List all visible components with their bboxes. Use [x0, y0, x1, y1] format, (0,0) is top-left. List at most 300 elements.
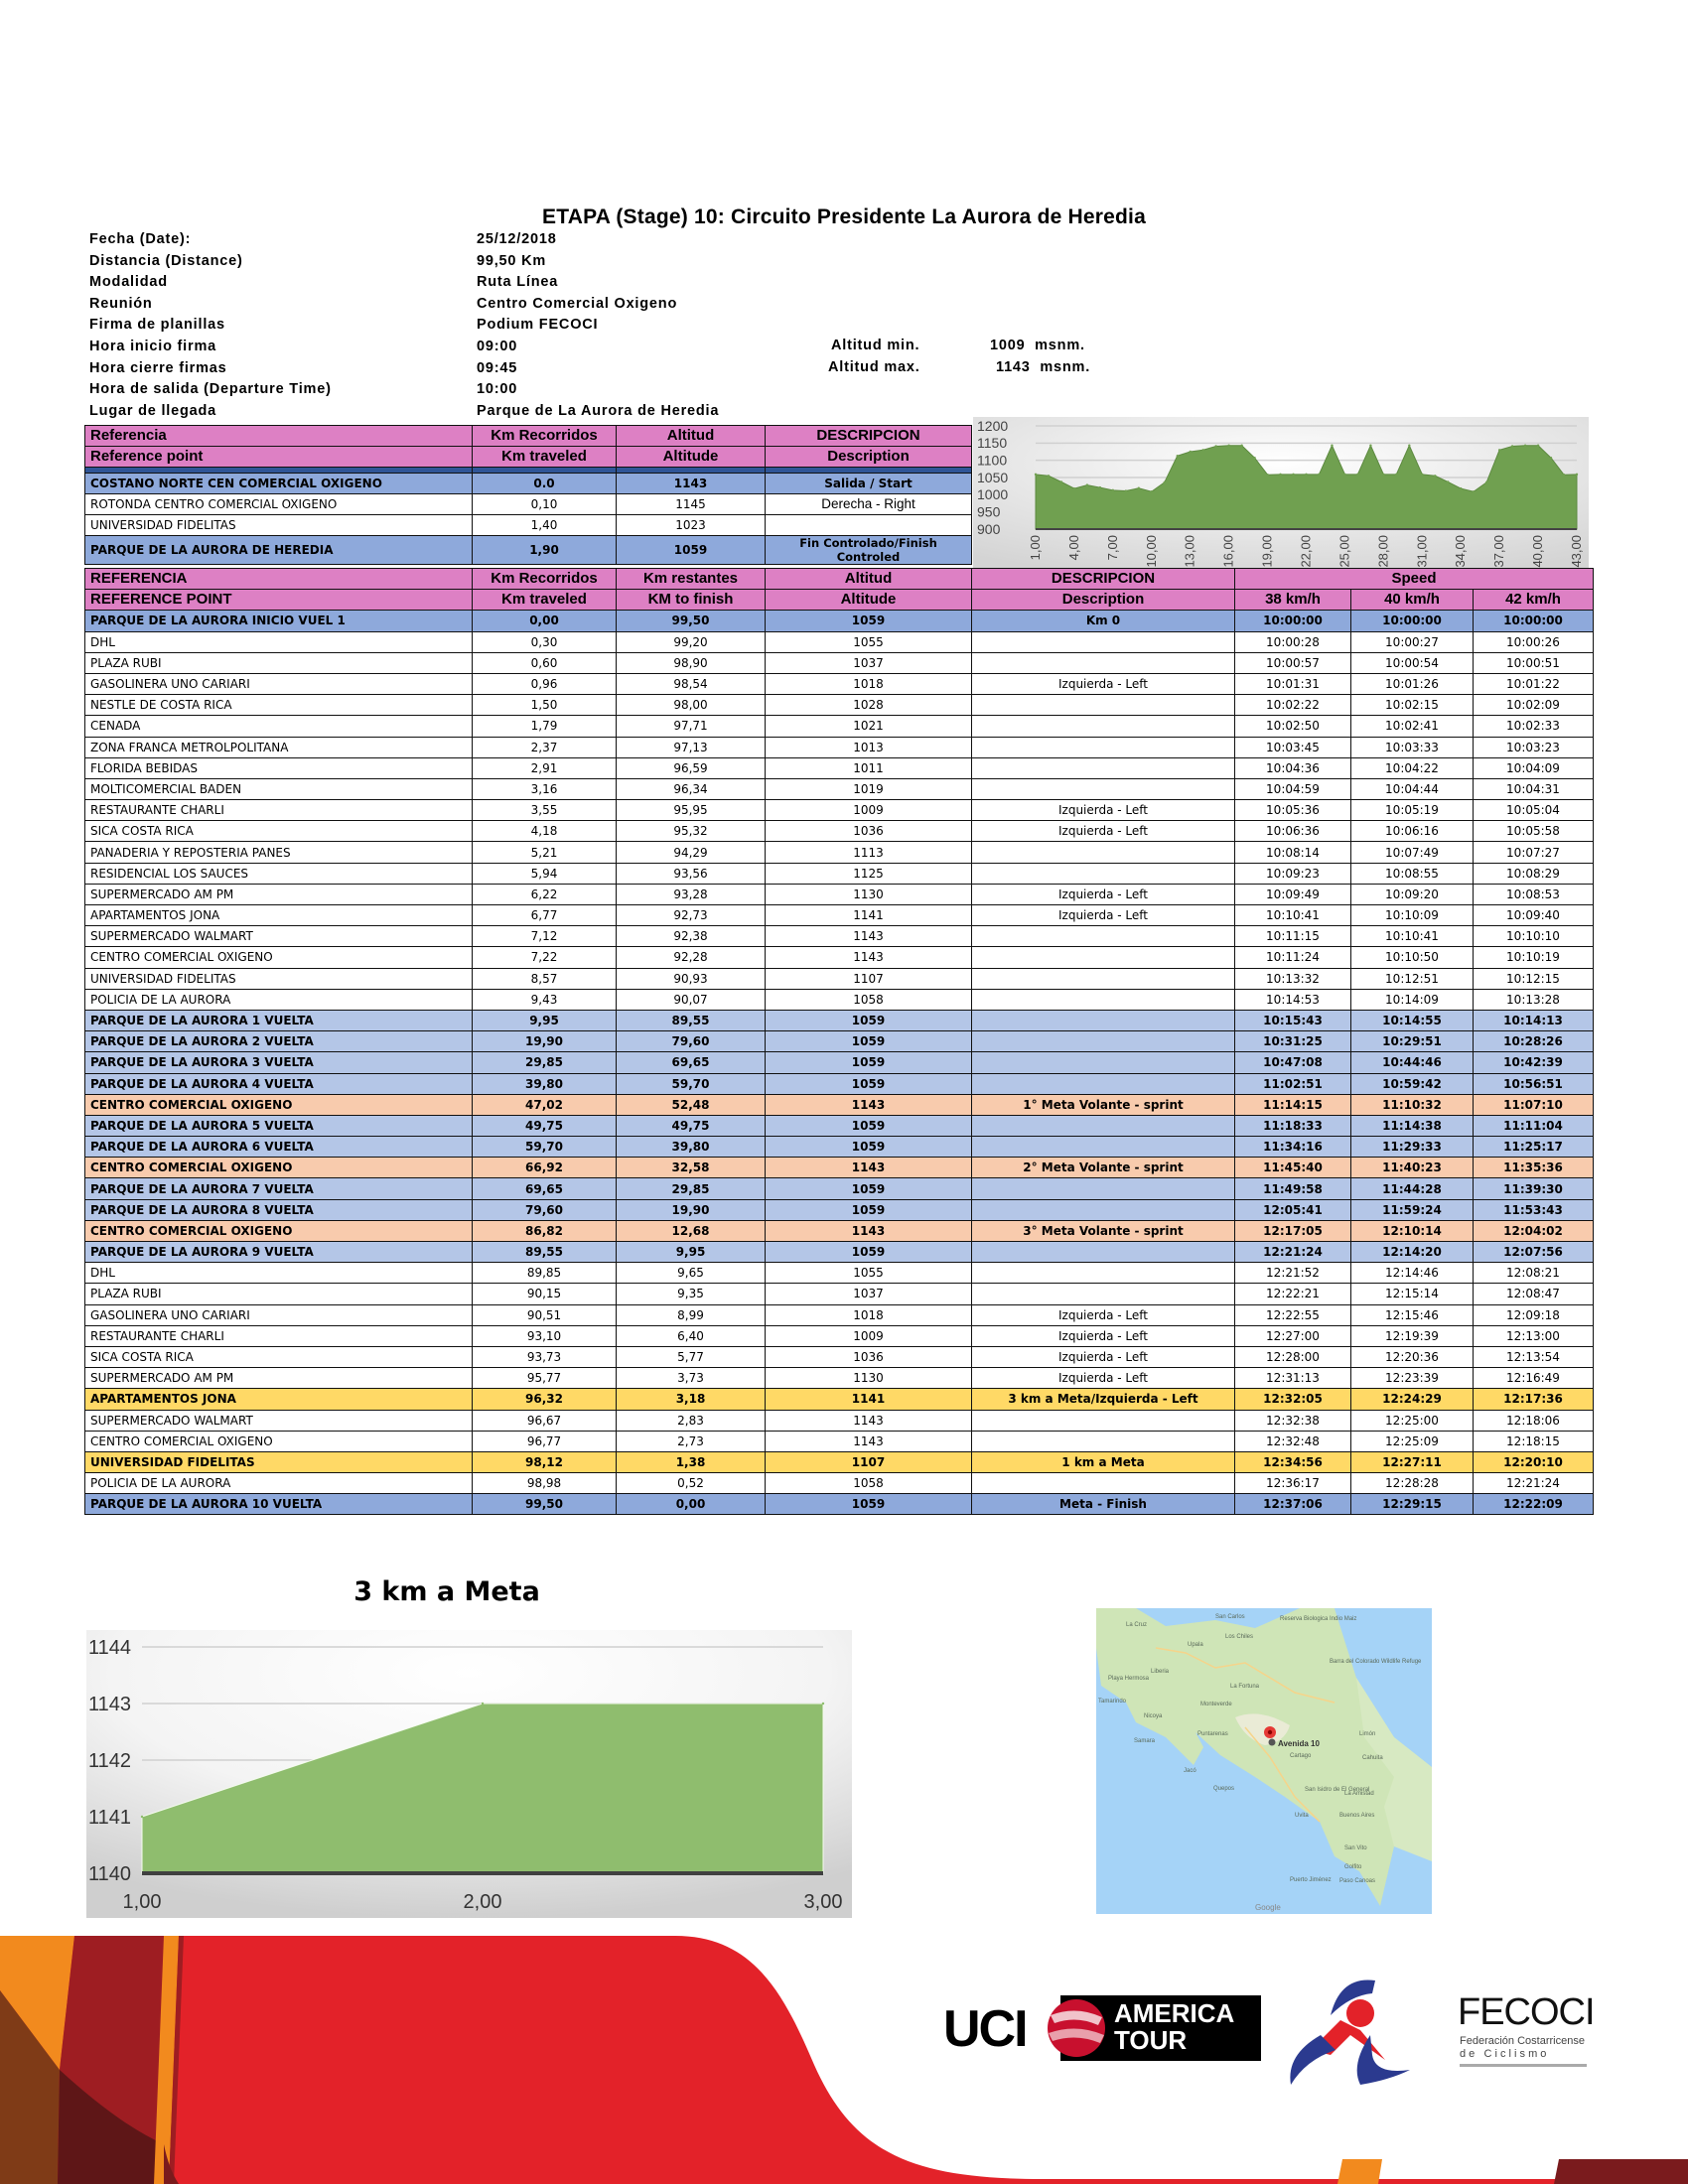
- time-38kmh-cell: 12:17:05: [1235, 1220, 1351, 1241]
- map-place-label: Monteverde: [1200, 1702, 1232, 1707]
- altitude-cell: 1037: [766, 1284, 972, 1304]
- column-header: Km traveled: [473, 447, 617, 468]
- table-row: [85, 757, 1594, 778]
- altitude-cell: 1130: [766, 884, 972, 904]
- km-remaining-cell: 3,18: [617, 1389, 766, 1410]
- data-point: [1485, 481, 1487, 483]
- time-38kmh-cell: 10:09:23: [1235, 863, 1351, 884]
- km-remaining-cell: 99,50: [617, 611, 766, 631]
- km-remaining-cell: 98,00: [617, 695, 766, 716]
- time-40kmh-cell: 10:44:46: [1351, 1052, 1474, 1073]
- reference-cell: RESIDENCIAL LOS SAUCES: [85, 863, 473, 884]
- time-42kmh-cell: 12:22:09: [1474, 1494, 1594, 1515]
- data-point: [1460, 487, 1462, 489]
- time-38kmh-cell: 10:31:25: [1235, 1031, 1351, 1052]
- map-place-label: Puerto Jiménez: [1290, 1877, 1332, 1883]
- map-attribution: Google: [1255, 1903, 1281, 1912]
- table-row: [85, 673, 1594, 694]
- uci-globe-icon: [1047, 1995, 1106, 2061]
- table-row: [85, 1220, 1594, 1241]
- time-40kmh-cell: 10:03:33: [1351, 737, 1474, 757]
- time-38kmh-cell: 12:32:05: [1235, 1389, 1351, 1410]
- altitude-cell: 1143: [766, 1094, 972, 1115]
- time-38kmh-cell: 11:18:33: [1235, 1115, 1351, 1136]
- time-40kmh-cell: 10:01:26: [1351, 673, 1474, 694]
- km-traveled-cell: 96,32: [473, 1389, 617, 1410]
- data-point: [1524, 445, 1526, 447]
- km-traveled-cell: 5,94: [473, 863, 617, 884]
- reference-cell: ZONA FRANCA METROLPOLITANA: [85, 737, 473, 757]
- header-row: [85, 447, 972, 468]
- altitude-cell: 1125: [766, 863, 972, 884]
- uci-america-tour-logo: [943, 1995, 1261, 2061]
- altitude-cell: 1059: [766, 1137, 972, 1158]
- km-remaining-cell: 39,80: [617, 1137, 766, 1158]
- time-38kmh-cell: 11:49:58: [1235, 1178, 1351, 1199]
- time-40kmh-cell: 12:24:29: [1351, 1389, 1474, 1410]
- reference-cell: PARQUE DE LA AURORA DE HEREDIA: [85, 536, 473, 565]
- table-row: [85, 494, 972, 515]
- table-row: [85, 989, 1594, 1010]
- altitude-cell: 1141: [766, 1389, 972, 1410]
- altitude-min-label: Altitud min.: [831, 338, 920, 353]
- description-cell: [972, 652, 1235, 673]
- map-place-label: Paso Canoas: [1339, 1878, 1376, 1884]
- km-remaining-cell: 92,28: [617, 947, 766, 968]
- table-row: [85, 821, 1594, 842]
- km-traveled-cell: 4,18: [473, 821, 617, 842]
- column-header: Km traveled: [473, 590, 617, 611]
- time-42kmh-cell: 10:00:51: [1474, 652, 1594, 673]
- info-value: Ruta Línea: [477, 274, 559, 291]
- time-42kmh-cell: 11:35:36: [1474, 1158, 1594, 1178]
- km-remaining-cell: 89,55: [617, 1010, 766, 1030]
- data-point: [1099, 486, 1101, 488]
- page-title: ETAPA (Stage) 10: Circuito Presidente La Aurora de Heredia: [542, 205, 1146, 228]
- time-42kmh-cell: 10:02:33: [1474, 716, 1594, 737]
- y-tick-label: 1000: [977, 486, 1009, 503]
- km-traveled-cell: 59,70: [473, 1137, 617, 1158]
- altitude-cell: 1059: [766, 1178, 972, 1199]
- km-remaining-cell: 9,95: [617, 1242, 766, 1263]
- data-point: [1112, 489, 1114, 491]
- column-header: Description: [972, 590, 1235, 611]
- table-row: [85, 1242, 1594, 1263]
- description-cell: [972, 716, 1235, 737]
- map-place-label: La Amistad: [1344, 1791, 1374, 1797]
- km-traveled-cell: 98,12: [473, 1451, 617, 1472]
- time-40kmh-cell: 10:14:09: [1351, 989, 1474, 1010]
- info-value: 99,50 Km: [477, 252, 547, 269]
- km-remaining-cell: 90,93: [617, 968, 766, 989]
- table-row: [85, 1431, 1594, 1451]
- km-traveled-cell: 0,60: [473, 652, 617, 673]
- reference-cell: CENTRO COMERCIAL OXIGENO: [85, 1431, 473, 1451]
- altitude-cell: 1059: [766, 1031, 972, 1052]
- reference-cell: COSTANO NORTE CEN COMERCIAL OXIGENO: [85, 474, 473, 494]
- x-tick-label: 34,00: [1453, 535, 1469, 568]
- km-remaining-cell: 49,75: [617, 1115, 766, 1136]
- description-cell: [972, 737, 1235, 757]
- table-row: [85, 968, 1594, 989]
- x-tick-label: 1,00: [122, 1891, 162, 1913]
- reference-cell: MOLTICOMERCIAL BADEN: [85, 778, 473, 799]
- x-tick-label: 3,00: [803, 1891, 843, 1913]
- time-40kmh-cell: 12:29:15: [1351, 1494, 1474, 1515]
- altitude-cell: 1059: [766, 1052, 972, 1073]
- time-38kmh-cell: 11:34:16: [1235, 1137, 1351, 1158]
- table-row: [85, 1451, 1594, 1472]
- description-cell: Izquierda - Left: [972, 1325, 1235, 1346]
- km-remaining-cell: 2,83: [617, 1410, 766, 1431]
- time-42kmh-cell: 10:08:29: [1474, 863, 1594, 884]
- altitude-max-value: 1143 msnm.: [996, 359, 1091, 375]
- data-point: [822, 1703, 824, 1705]
- table-row: [85, 631, 1594, 652]
- map-place-label: Tamarindo: [1098, 1699, 1127, 1705]
- y-tick-label: 1200: [977, 417, 1009, 434]
- map-place-label: Cartago: [1290, 1753, 1312, 1759]
- data-point: [1073, 487, 1075, 489]
- map-place-label: Puntarenas: [1197, 1731, 1228, 1737]
- altitude-cell: 1059: [766, 1199, 972, 1220]
- time-38kmh-cell: 12:31:13: [1235, 1368, 1351, 1389]
- time-38kmh-cell: 12:34:56: [1235, 1451, 1351, 1472]
- table-row: [85, 1199, 1594, 1220]
- reference-cell: POLICIA DE LA AURORA: [85, 989, 473, 1010]
- description-cell: [972, 1199, 1235, 1220]
- reference-cell: ROTONDA CENTRO COMERCIAL OXIGENO: [85, 494, 473, 515]
- time-42kmh-cell: 11:53:43: [1474, 1199, 1594, 1220]
- km-traveled-cell: 86,82: [473, 1220, 617, 1241]
- footer-red-wave: [0, 1936, 1688, 2184]
- time-38kmh-cell: 12:32:48: [1235, 1431, 1351, 1451]
- km-remaining-cell: 92,38: [617, 926, 766, 947]
- time-42kmh-cell: 10:05:04: [1474, 800, 1594, 821]
- time-42kmh-cell: 11:11:04: [1474, 1115, 1594, 1136]
- altitude-cell: 1113: [766, 842, 972, 863]
- column-header: Reference point: [85, 447, 473, 468]
- altitude-cell: 1018: [766, 673, 972, 694]
- data-point: [1035, 474, 1037, 476]
- km-remaining-cell: 6,40: [617, 1325, 766, 1346]
- description-cell: [972, 1284, 1235, 1304]
- km-traveled-cell: 2,91: [473, 757, 617, 778]
- reference-cell: RESTAURANTE CHARLI: [85, 800, 473, 821]
- altitude-cell: 1059: [766, 1115, 972, 1136]
- time-38kmh-cell: 11:02:51: [1235, 1073, 1351, 1094]
- uci-wordmark: UCI: [943, 2000, 1027, 2058]
- reference-cell: PARQUE DE LA AURORA 2 VUELTA: [85, 1031, 473, 1052]
- column-header: REFERENCE POINT: [85, 590, 473, 611]
- map-place-label: Playa Hermosa: [1108, 1676, 1150, 1682]
- column-header: Altitude: [766, 590, 972, 611]
- column-header: Km Recorridos: [473, 426, 617, 447]
- km-cell: 1,90: [473, 536, 617, 565]
- km-traveled-cell: 1,79: [473, 716, 617, 737]
- map-place-label: Reserva Biologica Indio Maiz: [1280, 1616, 1357, 1622]
- reference-cell: PLAZA RUBI: [85, 1284, 473, 1304]
- x-tick-label: 25,00: [1336, 535, 1352, 568]
- altitude-max-label: Altitud max.: [828, 359, 920, 375]
- data-point: [1318, 474, 1320, 476]
- data-point: [482, 1703, 484, 1705]
- km-remaining-cell: 98,90: [617, 652, 766, 673]
- map-place-label: Samara: [1134, 1738, 1156, 1744]
- data-point: [1177, 455, 1179, 457]
- table-row: [85, 737, 1594, 757]
- description-cell: [972, 1137, 1235, 1158]
- km-remaining-cell: 0,52: [617, 1473, 766, 1494]
- time-42kmh-cell: 10:00:26: [1474, 631, 1594, 652]
- data-point: [1550, 457, 1552, 459]
- reference-cell: RESTAURANTE CHARLI: [85, 1325, 473, 1346]
- reference-cell: PLAZA RUBI: [85, 652, 473, 673]
- y-tick-label: 950: [977, 503, 1001, 520]
- reference-cell: CENTRO COMERCIAL OXIGENO: [85, 1094, 473, 1115]
- header-row: [85, 426, 972, 447]
- km-traveled-cell: 29,85: [473, 1052, 617, 1073]
- data-point: [1434, 475, 1436, 477]
- reference-cell: PARQUE DE LA AURORA 5 VUELTA: [85, 1115, 473, 1136]
- x-tick-label: 4,00: [1065, 535, 1081, 561]
- america-tour-text: [1114, 2000, 1234, 2054]
- time-42kmh-cell: 12:17:36: [1474, 1389, 1594, 1410]
- info-value: 10:00: [477, 381, 518, 398]
- km-traveled-cell: 96,77: [473, 1431, 617, 1451]
- map-place-label: Barra del Colorado Wildlife Refuge: [1330, 1659, 1422, 1665]
- description-cell: [766, 515, 972, 536]
- description-cell: [972, 1473, 1235, 1494]
- reference-cell: PARQUE DE LA AURORA 6 VUELTA: [85, 1137, 473, 1158]
- altitude-cell: 1141: [766, 905, 972, 926]
- data-point: [1563, 474, 1565, 476]
- y-tick-label: 1150: [977, 435, 1008, 452]
- time-42kmh-cell: 12:13:54: [1474, 1346, 1594, 1367]
- time-38kmh-cell: 12:22:21: [1235, 1284, 1351, 1304]
- table-row: [85, 1368, 1594, 1389]
- time-38kmh-cell: 10:14:53: [1235, 989, 1351, 1010]
- km-remaining-cell: 96,34: [617, 778, 766, 799]
- data-point: [1201, 449, 1203, 451]
- km-remaining-cell: 99,20: [617, 631, 766, 652]
- km-traveled-cell: 96,67: [473, 1410, 617, 1431]
- altitude-cell: 1130: [766, 1368, 972, 1389]
- description-cell: [972, 1410, 1235, 1431]
- description-cell: [972, 1010, 1235, 1030]
- time-38kmh-cell: 12:21:24: [1235, 1242, 1351, 1263]
- time-40kmh-cell: 10:14:55: [1351, 1010, 1474, 1030]
- altitude-cell: 1036: [766, 1346, 972, 1367]
- time-40kmh-cell: 12:14:20: [1351, 1242, 1474, 1263]
- description-cell: [972, 947, 1235, 968]
- table-row: [85, 1494, 1594, 1515]
- route-timetable: [84, 568, 1594, 1515]
- description-cell: 1° Meta Volante - sprint: [972, 1094, 1235, 1115]
- reference-cell: UNIVERSIDAD FIDELITAS: [85, 968, 473, 989]
- km-remaining-cell: 52,48: [617, 1094, 766, 1115]
- column-header: 42 km/h: [1474, 590, 1594, 611]
- data-point: [1151, 490, 1153, 492]
- table-row: [85, 1178, 1594, 1199]
- table-row: [85, 1115, 1594, 1136]
- altitude-cell: 1107: [766, 968, 972, 989]
- time-42kmh-cell: 10:10:10: [1474, 926, 1594, 947]
- description-cell: 2° Meta Volante - sprint: [972, 1158, 1235, 1178]
- x-tick-label: 40,00: [1530, 535, 1546, 568]
- map-place-label: Los Chiles: [1225, 1634, 1254, 1640]
- map-marker-label: Avenida 10: [1278, 1739, 1320, 1748]
- table-row: [85, 652, 1594, 673]
- altitude-cell: 1018: [766, 1304, 972, 1325]
- fecoci-cyclist-icon: [1281, 1976, 1430, 2090]
- km-remaining-cell: 2,73: [617, 1431, 766, 1451]
- reference-cell: FLORIDA BEBIDAS: [85, 757, 473, 778]
- time-42kmh-cell: 12:21:24: [1474, 1473, 1594, 1494]
- location-pin-dot: [1268, 1730, 1272, 1734]
- y-tick-label: 1100: [977, 452, 1008, 469]
- description-cell: [972, 926, 1235, 947]
- altitude-cell: 1009: [766, 800, 972, 821]
- time-40kmh-cell: 10:09:20: [1351, 884, 1474, 904]
- data-point: [1292, 474, 1294, 476]
- reference-cell: SUPERMERCADO AM PM: [85, 884, 473, 904]
- x-tick-label: 31,00: [1414, 535, 1430, 568]
- route-map[interactable]: [1096, 1608, 1432, 1914]
- reference-cell: CENTRO COMERCIAL OXIGENO: [85, 1220, 473, 1241]
- description-cell: [972, 1073, 1235, 1094]
- altitude-cell: 1019: [766, 778, 972, 799]
- km-remaining-cell: 98,54: [617, 673, 766, 694]
- time-42kmh-cell: 11:07:10: [1474, 1094, 1594, 1115]
- header-row: [85, 590, 1594, 611]
- km-traveled-cell: 2,37: [473, 737, 617, 757]
- column-header: Altitud: [617, 426, 766, 447]
- map-place-label: Liberia: [1151, 1669, 1170, 1675]
- fecoci-underline: [1460, 2064, 1587, 2067]
- altitude-cell: 1011: [766, 757, 972, 778]
- table-row: [85, 1346, 1594, 1367]
- time-40kmh-cell: 12:25:00: [1351, 1410, 1474, 1431]
- table-row: [85, 800, 1594, 821]
- km-cell: 0.0: [473, 474, 617, 494]
- km-traveled-cell: 6,77: [473, 905, 617, 926]
- time-42kmh-cell: 10:05:58: [1474, 821, 1594, 842]
- column-header: Altitud: [766, 569, 972, 590]
- km-remaining-cell: 93,56: [617, 863, 766, 884]
- table-row: [85, 1052, 1594, 1073]
- km-traveled-cell: 3,55: [473, 800, 617, 821]
- time-42kmh-cell: 10:04:09: [1474, 757, 1594, 778]
- km-remaining-cell: 95,32: [617, 821, 766, 842]
- time-40kmh-cell: 10:10:09: [1351, 905, 1474, 926]
- map-place-label: San Isidro de El General: [1305, 1787, 1370, 1793]
- x-tick-label: 22,00: [1298, 535, 1314, 568]
- description-cell: Derecha - Right: [766, 494, 972, 515]
- time-38kmh-cell: 11:14:15: [1235, 1094, 1351, 1115]
- reference-cell: PANADERIA Y REPOSTERIA PANES: [85, 842, 473, 863]
- km-remaining-cell: 95,95: [617, 800, 766, 821]
- map-place-label: Golfito: [1344, 1864, 1362, 1870]
- altitude-cell: 1037: [766, 652, 972, 673]
- table-row: [85, 1473, 1594, 1494]
- time-40kmh-cell: 12:15:46: [1351, 1304, 1474, 1325]
- time-42kmh-cell: 10:03:23: [1474, 737, 1594, 757]
- reference-cell: UNIVERSIDAD FIDELITAS: [85, 1451, 473, 1472]
- km-traveled-cell: 98,98: [473, 1473, 617, 1494]
- time-40kmh-cell: 10:00:00: [1351, 611, 1474, 631]
- altitude-cell: 1036: [766, 821, 972, 842]
- x-tick-label: 7,00: [1104, 535, 1120, 561]
- km-remaining-cell: 5,77: [617, 1346, 766, 1367]
- map-place-label: San Vito: [1344, 1845, 1367, 1851]
- data-point: [1447, 480, 1449, 482]
- km-cell: 1,40: [473, 515, 617, 536]
- km-traveled-cell: 90,15: [473, 1284, 617, 1304]
- time-40kmh-cell: 11:29:33: [1351, 1137, 1474, 1158]
- y-tick-label: 1141: [88, 1807, 132, 1829]
- y-tick-label: 1140: [88, 1863, 132, 1885]
- column-header: 40 km/h: [1351, 590, 1474, 611]
- time-42kmh-cell: 10:09:40: [1474, 905, 1594, 926]
- data-point: [1253, 457, 1255, 459]
- info-label: Reunión: [89, 295, 153, 312]
- km-remaining-cell: 79,60: [617, 1031, 766, 1052]
- data-point: [1086, 483, 1088, 485]
- altitude-cell: 1023: [617, 515, 766, 536]
- description-cell: 1 km a Meta: [972, 1451, 1235, 1472]
- time-42kmh-cell: 10:08:53: [1474, 884, 1594, 904]
- reference-cell: SICA COSTA RICA: [85, 1346, 473, 1367]
- final-km-chart-title: 3 km a Meta: [353, 1576, 540, 1607]
- km-remaining-cell: 1,38: [617, 1451, 766, 1472]
- description-cell: [972, 842, 1235, 863]
- stage-profile-chart: [973, 417, 1589, 568]
- column-header: Altitude: [617, 447, 766, 468]
- reference-cell: CENTRO COMERCIAL OXIGENO: [85, 947, 473, 968]
- altitude-cell: 1143: [766, 947, 972, 968]
- table-row: [85, 1073, 1594, 1094]
- km-remaining-cell: 32,58: [617, 1158, 766, 1178]
- reference-cell: PARQUE DE LA AURORA INICIO VUEL 1: [85, 611, 473, 631]
- data-point: [1343, 474, 1345, 476]
- time-40kmh-cell: 12:28:28: [1351, 1473, 1474, 1494]
- data-point: [1537, 445, 1539, 447]
- table-row: [85, 1094, 1594, 1115]
- table-row: [85, 1137, 1594, 1158]
- altitude-cell: 1059: [766, 1242, 972, 1263]
- table-row: [85, 905, 1594, 926]
- km-traveled-cell: 3,16: [473, 778, 617, 799]
- km-remaining-cell: 29,85: [617, 1178, 766, 1199]
- km-remaining-cell: 8,99: [617, 1304, 766, 1325]
- description-cell: Izquierda - Left: [972, 673, 1235, 694]
- data-point: [1138, 487, 1140, 489]
- fecoci-wordmark: FECOCI: [1458, 1991, 1595, 2033]
- time-38kmh-cell: 12:28:00: [1235, 1346, 1351, 1367]
- time-42kmh-cell: 10:01:22: [1474, 673, 1594, 694]
- km-traveled-cell: 9,95: [473, 1010, 617, 1030]
- reference-cell: PARQUE DE LA AURORA 3 VUELTA: [85, 1052, 473, 1073]
- km-cell: 0,10: [473, 494, 617, 515]
- description-cell: [972, 757, 1235, 778]
- time-42kmh-cell: 12:20:10: [1474, 1451, 1594, 1472]
- time-42kmh-cell: 11:25:17: [1474, 1137, 1594, 1158]
- description-cell: 3° Meta Volante - sprint: [972, 1220, 1235, 1241]
- final-km-chart: [86, 1630, 852, 1918]
- table-row: [85, 778, 1594, 799]
- km-traveled-cell: 90,51: [473, 1304, 617, 1325]
